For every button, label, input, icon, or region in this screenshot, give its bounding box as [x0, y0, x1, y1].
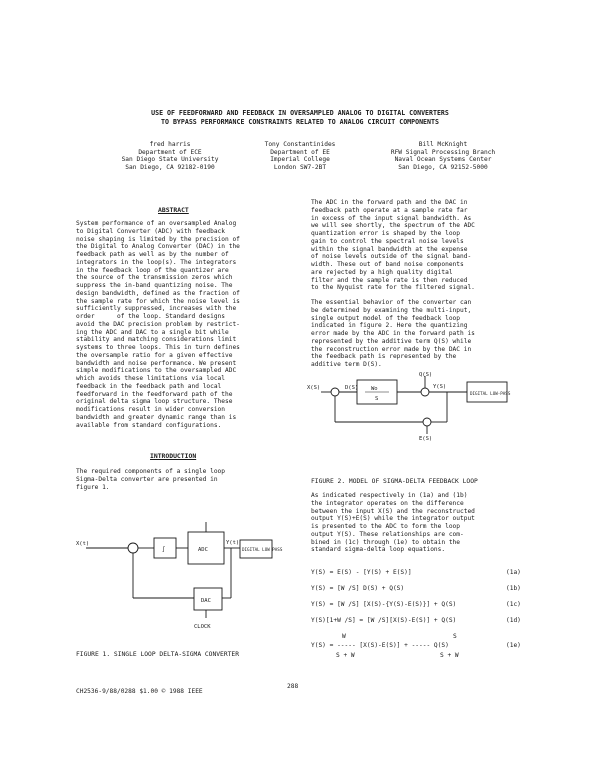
- author-name: Tony Constantinides: [264, 141, 336, 148]
- right-column-paragraph-1: [311, 199, 475, 292]
- right-col-p3-line: the integrator operates on the difference: [311, 499, 464, 507]
- page-number: 288: [287, 683, 299, 690]
- right-col-p1-line: in excess of the input signal bandwidth. As: [311, 214, 472, 222]
- fig2-lowpass-label: DIGITAL LOW-PASS: [470, 391, 511, 396]
- author-addr: San Diego, CA 92182-0190: [125, 163, 215, 171]
- fig2-x-label: X(S): [307, 385, 321, 391]
- right-col-p3-line: As indicated respectively in (1a) and (1b): [311, 492, 468, 499]
- author-dept: Department of EE: [270, 148, 330, 156]
- right-col-p2-line: error made by the ADC in the forward path is: [311, 330, 475, 337]
- right-col-p1-line: we will see shortly, the spectrum of the ADC: [311, 222, 475, 230]
- abstract-line: System performance of an oversampled Analog: [76, 220, 237, 227]
- fig1-integrator-label: ∫: [162, 547, 166, 553]
- equation-1d-number: (1d): [506, 617, 521, 624]
- abstract-line: feedforward in the feedforward path of the: [76, 390, 233, 398]
- paper-title-line-2: TO BYPASS PERFORMANCE CONSTRAINTS RELATED TO ANALOG CIRCUIT COMPONENTS: [161, 118, 439, 126]
- equation-1e-numerator-left: W: [342, 633, 346, 640]
- abstract-line: the sample rate for which the noise level is: [76, 297, 240, 305]
- right-column-paragraph-2: [311, 299, 475, 369]
- fig1-adc-label: ADC: [198, 547, 208, 553]
- right-col-p3-line: standard sigma-delta loop equations.: [311, 546, 446, 554]
- abstract-line: simple modifications to the oversampled ADC: [76, 367, 237, 375]
- fig2-e-label: E(S): [419, 436, 433, 442]
- introduction-heading: INTRODUCTION: [150, 452, 197, 460]
- right-col-p2-line: indicated in figure 2. Here the quantizing: [311, 322, 468, 330]
- author-addr: London SW7-2BT: [273, 163, 327, 171]
- right-col-p1-line: filter and the sample rate is then reduced: [311, 276, 468, 284]
- abstract-line: sufficiently suppressed, increases with the: [76, 305, 237, 313]
- right-col-p1-line: width. These out of band noise components: [311, 261, 464, 268]
- author-block-1: [105, 141, 235, 171]
- author-dept: RFW Signal Processing Branch: [390, 148, 496, 156]
- equation-1c: Y(S) = [W /S] [X(S)-{Y(S)-E(S)}] + Q(S): [311, 601, 457, 608]
- right-col-p3-line: output Y(S). These relationships are com-: [311, 530, 464, 538]
- right-col-p3-line: bined in (1c) through (1e) to obtain the: [311, 538, 461, 546]
- equation-1e: Y(S) = ----- [X(S)-E(S)] + ----- Q(S): [311, 642, 449, 649]
- right-col-p1-line: within the signal bandwidth at the expense: [311, 245, 468, 253]
- figure-2-diagram: [307, 372, 527, 440]
- abstract-line: modifications result in wider conversion: [76, 406, 226, 413]
- abstract-line: noise shaping is limited by the precision of: [76, 235, 240, 243]
- author-block-2: [235, 141, 365, 171]
- abstract-line: stability and matching considerations limit: [76, 336, 237, 344]
- abstract-line: in the feedback loop of the quantizer are: [76, 266, 229, 274]
- introduction-line: The required components of a single loop: [76, 468, 226, 475]
- right-col-p2-line: represented by the additive term Q(S) while: [311, 337, 472, 345]
- abstract-line: feedback path as well as by the number of: [76, 251, 229, 258]
- right-col-p1-line: feedback path operate at a sample rate far: [311, 206, 468, 214]
- fig1-dac-label: DAC: [201, 598, 211, 604]
- equation-1a-number: (1a): [506, 569, 521, 576]
- equation-1c-number: (1c): [506, 601, 521, 608]
- fig2-q-label: Q(S): [419, 372, 433, 378]
- right-col-p1-line: gain to control the spectral noise levels: [311, 237, 464, 245]
- right-col-p2-line: single output model of the feedback loop: [311, 314, 461, 322]
- abstract-line: the source of the transmission zeros which: [76, 274, 233, 282]
- abstract-line: original delta sigma loop structure. These: [76, 398, 233, 406]
- abstract-line: available from standard configurations.: [76, 421, 222, 429]
- abstract-line: to Digital Converter (ADC) with feedback: [76, 227, 226, 235]
- fig2-d-label: D(S): [345, 385, 359, 391]
- abstract-line: the Digital to Analog Converter (DAC) in the: [76, 243, 240, 251]
- equation-1d: Y(S)[1+W /S] = [W /S][X(S)-E(S)] + Q(S): [311, 617, 457, 624]
- equation-1e-denominator-right: S + W: [440, 652, 459, 659]
- fig1-lowpass-label: DIGITAL LOW PASS: [242, 547, 283, 552]
- abstract-line: integrators in the loop(s). The integrators: [76, 258, 237, 266]
- figure-2-caption: FIGURE 2. MODEL OF SIGMA-DELTA FEEDBACK LOOP: [311, 478, 478, 485]
- right-col-p1-line: The ADC in the forward path and the DAC in: [311, 199, 468, 206]
- right-column-paragraph-3: [311, 492, 475, 554]
- equation-1b: Y(S) = [W /S] D(S) + Q(S): [311, 585, 405, 592]
- abstract-line: suppress the in-band quantizing noise. The: [76, 282, 233, 289]
- abstract-line: systems to three loops. This in turn defines: [76, 344, 240, 351]
- fig2-y-label: Y(S): [433, 384, 447, 390]
- right-col-p2-line: additive term D(S).: [311, 361, 382, 368]
- right-col-p2-line: be determined by examining the multi-input,: [311, 306, 472, 314]
- figure-1-diagram: [76, 518, 283, 636]
- right-col-p3-line: output Y(S)+E(S) while the integrator output: [311, 515, 475, 523]
- right-col-p3-line: between the input X(S) and the reconstructed: [311, 507, 475, 515]
- abstract-line: which avoids these limitations via local: [76, 375, 226, 382]
- introduction-line: Sigma-Delta converter are presented in: [76, 475, 218, 483]
- paper-title-line-1: USE OF FEEDFORWARD AND FEEDBACK IN OVERSAMPLED ANALOG TO DIGITAL CONVERTERS: [151, 109, 449, 117]
- fig1-x-label: X(t): [76, 541, 90, 547]
- fig2-wo-label: Wo: [371, 386, 378, 392]
- author-dept: Department of ECE: [138, 148, 202, 156]
- right-col-p1-line: quantization error is shaped by the loop: [311, 230, 461, 237]
- figure-1-caption: FIGURE 1. SINGLE LOOP DELTA-SIGMA CONVERTER: [76, 651, 240, 658]
- abstract-line: order of the loop. Standard designs: [76, 313, 226, 320]
- abstract-heading: ABSTRACT: [158, 206, 189, 214]
- equation-1e-denominator-left: S + W: [336, 652, 355, 659]
- right-col-p1-line: are rejected by a high quality digital: [311, 268, 453, 276]
- right-col-p3-line: is presented to the ADC to form the loop: [311, 523, 461, 530]
- abstract-line: avoid the DAC precision problem by restrict-: [76, 320, 240, 328]
- abstract-line: feedback in the feedback path and local: [76, 382, 222, 390]
- abstract-line: ing the ADC and DAC to a single bit while: [76, 328, 229, 336]
- author-name: fred harris: [149, 141, 191, 148]
- author-name: Bill McKnight: [418, 141, 468, 148]
- fig1-clock-label: CLOCK: [194, 624, 211, 630]
- abstract-body: [76, 220, 240, 429]
- equation-1b-number: (1b): [506, 585, 521, 592]
- author-block-3: [372, 141, 514, 171]
- author-org: San Diego State University: [121, 156, 219, 164]
- right-col-p2-line: the feedback path is represented by the: [311, 353, 457, 361]
- author-org: Naval Ocean Systems Center: [394, 156, 492, 164]
- abstract-line: bandwidth and greater dynamic range than is: [76, 413, 237, 421]
- right-col-p1-line: of noise levels outside of the signal band-: [311, 253, 472, 261]
- equation-1a: Y(S) = E(S) - [Y(S) + E(S)]: [311, 569, 412, 576]
- right-col-p2-line: The essential behavior of the converter can: [311, 299, 472, 306]
- right-col-p2-line: the reconstruction error made by the DAC in: [311, 345, 472, 353]
- abstract-line: bandwidth and noise performance. We present: [76, 359, 237, 367]
- equation-1e-number: (1e): [506, 642, 521, 649]
- equation-1e-numerator-right: S: [453, 633, 457, 640]
- introduction-line: figure 1.: [76, 483, 110, 491]
- right-col-p1-line: to the Nyquist rate for the filtered signal.: [311, 284, 475, 292]
- fig2-s-label: S: [375, 396, 379, 402]
- fig1-y-label: Y(t): [226, 540, 240, 546]
- author-org: Imperial College: [270, 156, 330, 164]
- footer-copyright: CH2536-9/88/0288 $1.00 © 1988 IEEE: [76, 688, 203, 695]
- introduction-body: [76, 468, 225, 491]
- author-addr: San Diego, CA 92152-5000: [398, 163, 488, 171]
- abstract-line: the oversample ratio for a given effective: [76, 351, 233, 359]
- abstract-line: design bandwidth, defined as the fraction of: [76, 289, 240, 297]
